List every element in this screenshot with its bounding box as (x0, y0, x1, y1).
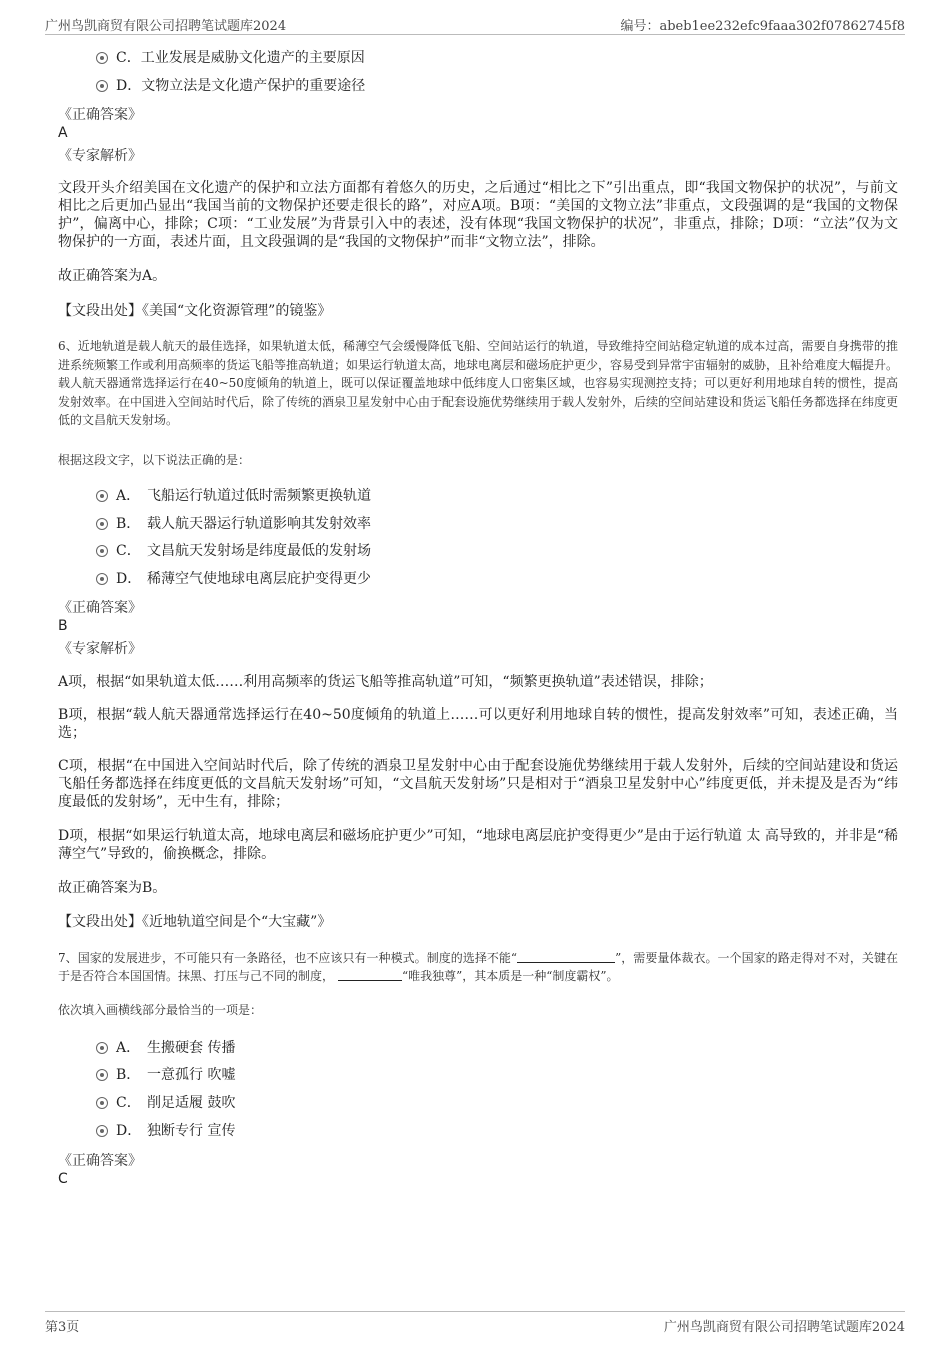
radio-icon[interactable] (96, 80, 108, 92)
q6-answer: B (58, 618, 68, 634)
q7-blank-1 (517, 950, 615, 963)
option-letter: C． (116, 50, 141, 66)
option-letter: D． (116, 1123, 142, 1139)
radio-icon[interactable] (96, 490, 108, 502)
q6-prompt: 根据这段文字，以下说法正确的是： (58, 453, 251, 467)
option-text: 稀薄空气使地球电离层庇护变得更少 (147, 571, 371, 587)
q7-option-a[interactable] (96, 1039, 235, 1057)
q7-blank-2 (338, 968, 402, 981)
q5-option-c[interactable] (96, 49, 365, 67)
q6-source: 【文段出处】《近地轨道空间是个“大宝藏”》 (58, 914, 332, 930)
header-title: 广州鸟凯商贸有限公司招聘笔试题库2024 (45, 19, 287, 34)
q5-answer-label: 《正确答案》 (58, 107, 142, 123)
page-header (45, 12, 905, 35)
q6-option-b[interactable] (96, 515, 371, 533)
q5-answer: A (58, 125, 68, 141)
option-text: 飞船运行轨道过低时需频繁更换轨道 (147, 488, 371, 504)
option-text: 载人航天器运行轨道影响其发射效率 (147, 516, 371, 532)
option-letter: D． (116, 571, 142, 587)
q6-conclusion: 故正确答案为B。 (58, 880, 167, 896)
q6-option-c[interactable] (96, 542, 371, 560)
radio-icon[interactable] (96, 1125, 108, 1137)
option-text: 工业发展是威胁文化遗产的主要原因 (140, 50, 365, 66)
q5-source: 【文段出处】《美国“文化资源管理”的镜鉴》 (58, 303, 332, 319)
radio-icon[interactable] (96, 573, 108, 585)
q7-prompt: 依次填入画横线部分最恰当的一项是： (58, 1003, 263, 1017)
q6-analysis-d: D项，根据“如果运行轨道太高，地球电离层和磁场庇护更少”可知，“地球电离层庇护变得更少”是由于运行轨道 太 高导致的，并非是“稀薄空气”导致的，偷换概念，排除。 (58, 828, 898, 862)
header-serial: 编号：abeb1ee232efc9faaa302f07862745f8 (620, 19, 905, 34)
q6-analysis-c: C项，根据“在中国进入空间站时代后，除了传统的酒泉卫星发射中心由于配套设施优势继续用于载人发射外，后续的空间站建设和货运飞船任务都选择在纬度更低的文昌航天发射场”可知，“文昌航天发射场”只是相对于“酒泉卫星发射中心”纬度更低，并未提及是否为“纬度最低的发射场”，无中生有，排除； (58, 758, 898, 810)
option-letter: A． (116, 488, 141, 504)
page-footer (45, 1311, 905, 1334)
q7-answer: C (58, 1171, 68, 1187)
q6-question: 6、近地轨道是载人航天的最佳选择，如果轨道太低，稀薄空气会缓慢降低飞船、空间站运行的轨道，导致维持空间站稳定轨道的成本过高，需要自身携带的推进系统频繁工作或利用高频率的货运飞船等推高轨道；如果运行轨道太高，地球电离层和磁场庇护更少，容易受到异常宇宙辐射的威胁，且补给难度大幅提升。载人航天器通常选择运行在40~50度倾角的轨道上，既可以保证覆盖地球中低纬度人口密集区域，也容易实现测控支持；可以更好利用地球自转的惯性，提高发射效率。在中国进入空间站时代后，除了传统的酒泉卫星发射中心由于配套设施优势继续用于载人发射外，后续的空间站建设和货运飞船任务都选择在纬度更低的文昌航天发射场。 (58, 339, 899, 427)
option-letter: A． (116, 1040, 141, 1056)
q7-question (58, 949, 898, 985)
radio-icon[interactable] (96, 1097, 108, 1109)
q6-option-d[interactable] (96, 570, 371, 588)
q7-option-c[interactable] (96, 1094, 235, 1112)
q7-text-part1: 7、国家的发展进步，不可能只有一条路径，也不应该只有一种模式。制度的选择不能“ (58, 951, 518, 965)
option-text: 独断专行 宣传 (147, 1123, 236, 1139)
option-letter: B． (116, 1067, 141, 1083)
q5-analysis-text: 文段开头介绍美国在文化遗产的保护和立法方面都有着悠久的历史，之后通过“相比之下”引出重点，即“我国文物保护的状况”，与前文相比之后更加凸显出“我国当前的文物保护还要走很长的路”，对应A项。B项：“美国的文物立法”非重点，文段强调的是“我国的文物保护”，偏离中心，排除；C项：“工业发展”为背景引入中的表述，没有体现“我国文物保护的状况”，非重点，排除；D项：“立法”仅为文物保护的一方面，表述片面，且文段强调的是“我国的文物保护”而非“文物立法”，排除。 (58, 180, 898, 250)
q6-analysis-a: A项，根据“如果轨道太低……利用高频率的货运飞船等推高轨道”可知，“频繁更换轨道”表述错误，排除； (58, 674, 713, 690)
q6-analysis-label: 《专家解析》 (58, 641, 142, 657)
q7-option-b[interactable] (96, 1066, 235, 1084)
q6-answer-label: 《正确答案》 (58, 600, 142, 616)
radio-icon[interactable] (96, 545, 108, 557)
option-text: 一意孤行 吹嘘 (147, 1067, 236, 1083)
option-letter: C． (116, 1095, 141, 1111)
radio-icon[interactable] (96, 52, 108, 64)
footer-title: 广州鸟凯商贸有限公司招聘笔试题库2024 (663, 1320, 905, 1335)
radio-icon[interactable] (96, 1042, 108, 1054)
q5-analysis-label: 《专家解析》 (58, 148, 142, 164)
q5-conclusion: 故正确答案为A。 (58, 268, 167, 284)
q7-option-d[interactable] (96, 1122, 235, 1140)
option-text: 文物立法是文化遗产保护的重要途径 (141, 78, 366, 94)
q5-option-d[interactable] (96, 77, 365, 95)
option-text: 文昌航天发射场是纬度最低的发射场 (147, 543, 371, 559)
option-letter: B． (116, 516, 141, 532)
page-number: 第3页 (45, 1320, 80, 1335)
option-letter: C． (116, 543, 141, 559)
option-text: 生搬硬套 传播 (147, 1040, 236, 1056)
q6-option-a[interactable] (96, 487, 371, 505)
radio-icon[interactable] (96, 1069, 108, 1081)
q6-analysis-b: B项，根据“载人航天器通常选择运行在40~50度倾角的轨道上……可以更好利用地球自转的惯性，提高发射效率”可知，表述正确，当选； (58, 707, 898, 741)
option-letter: D． (116, 78, 142, 94)
option-text: 削足适履 鼓吹 (147, 1095, 236, 1111)
radio-icon[interactable] (96, 518, 108, 530)
q7-answer-label: 《正确答案》 (58, 1153, 142, 1169)
q7-text-part2: ”，需要量体裁衣。一个国家的路走得对不对，关键在于是否符合本国国情。抹黑、打压与己不同的制度， (58, 951, 898, 983)
q7-text-part3: “唯我独尊”，其本质是一种“制度霸权”。 (402, 969, 619, 983)
